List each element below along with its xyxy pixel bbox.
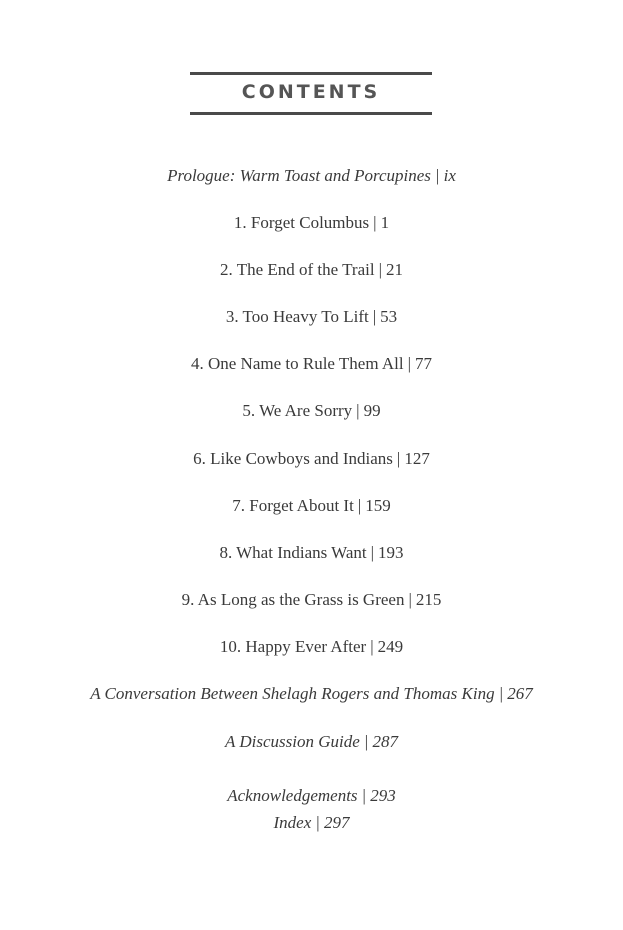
- toc-entry-chapter-9: [0, 590, 623, 610]
- toc-entry-title: 9. As Long as the Grass is Green: [181, 590, 405, 609]
- toc-entry-page: 53: [380, 307, 398, 326]
- toc-entry-title: 6. Like Cowboys and Indians: [193, 449, 393, 468]
- toc-entry-title: 1. Forget Columbus: [233, 213, 370, 232]
- toc-entry-title: 8. What Indians Want: [219, 543, 367, 562]
- toc-entry-conversation: [0, 684, 623, 704]
- toc-separator: |: [372, 307, 377, 326]
- toc-entry-page: 21: [385, 260, 403, 279]
- toc-entry-title: Index: [273, 813, 312, 832]
- toc-entry-title: 2. The End of the Trail: [220, 260, 375, 279]
- contents-heading: CONTENTS: [241, 81, 381, 103]
- toc-entry-chapter-4: [0, 354, 623, 374]
- toc-entry-title: Acknowledgements: [227, 786, 358, 805]
- toc-separator: |: [408, 590, 412, 609]
- toc-entry-chapter-3: [0, 307, 623, 327]
- toc-entry-chapter-8: [0, 543, 623, 563]
- toc-entry-title: 3. Too Heavy To Lift: [225, 307, 369, 326]
- toc-entry-title: 10. Happy Ever After: [219, 637, 367, 656]
- toc-entry-page: 215: [415, 590, 442, 609]
- toc-separator: |: [378, 260, 382, 279]
- toc-entry-page: 159: [365, 496, 391, 515]
- contents-heading-block: [190, 72, 432, 116]
- toc-entry-chapter-10: [0, 637, 623, 657]
- heading-top-rule: [190, 72, 432, 75]
- toc-entry-title: A Conversation Between Shelagh Rogers and Thomas King: [90, 684, 495, 703]
- toc-separator: |: [407, 354, 412, 373]
- toc-entry-page: 287: [372, 732, 398, 751]
- toc-separator: |: [356, 401, 360, 420]
- toc-entry-acknowledgements: [0, 786, 623, 806]
- toc-separator: |: [498, 684, 504, 703]
- toc-separator: |: [363, 732, 369, 751]
- toc-entry-page: 293: [370, 786, 396, 805]
- toc-separator: |: [361, 786, 367, 805]
- toc-entry-page: ix: [443, 166, 456, 185]
- toc-entry-chapter-5: [0, 401, 623, 421]
- toc-entry-chapter-7: [0, 496, 623, 516]
- toc-separator: |: [315, 813, 320, 832]
- toc-entry-title: Prologue: Warm Toast and Porcupines: [167, 166, 431, 185]
- toc-entry-page: 267: [507, 684, 533, 703]
- toc-entry-page: 193: [378, 543, 404, 562]
- toc-entry-page: 77: [415, 354, 433, 373]
- toc-entry-page: 99: [363, 401, 381, 420]
- toc-entry-page: 297: [323, 813, 350, 832]
- heading-bottom-rule: [190, 112, 432, 115]
- toc-entry-title: 7. Forget About It: [232, 496, 354, 515]
- toc-entry-page: 127: [404, 449, 430, 468]
- toc-separator: |: [370, 543, 375, 562]
- toc-separator: |: [373, 213, 377, 232]
- toc-entry-index: [0, 813, 623, 833]
- toc-entry-page: 249: [377, 637, 404, 656]
- toc-entry-discussion-guide: [0, 732, 623, 752]
- toc-separator: |: [396, 449, 401, 468]
- toc-separator: |: [357, 496, 362, 515]
- toc-separator: |: [434, 166, 440, 185]
- toc-entry-chapter-2: [0, 260, 623, 280]
- toc-entry-chapter-6: [0, 449, 623, 469]
- toc-entry-prologue: [0, 166, 623, 186]
- toc-separator: |: [370, 637, 374, 656]
- toc-entry-title: 4. One Name to Rule Them All: [190, 354, 404, 373]
- toc-entry-title: A Discussion Guide: [225, 732, 360, 751]
- toc-entry-title: 5. We Are Sorry: [242, 401, 353, 420]
- toc-entry-page: 1: [380, 213, 390, 232]
- toc-entry-chapter-1: [0, 213, 623, 233]
